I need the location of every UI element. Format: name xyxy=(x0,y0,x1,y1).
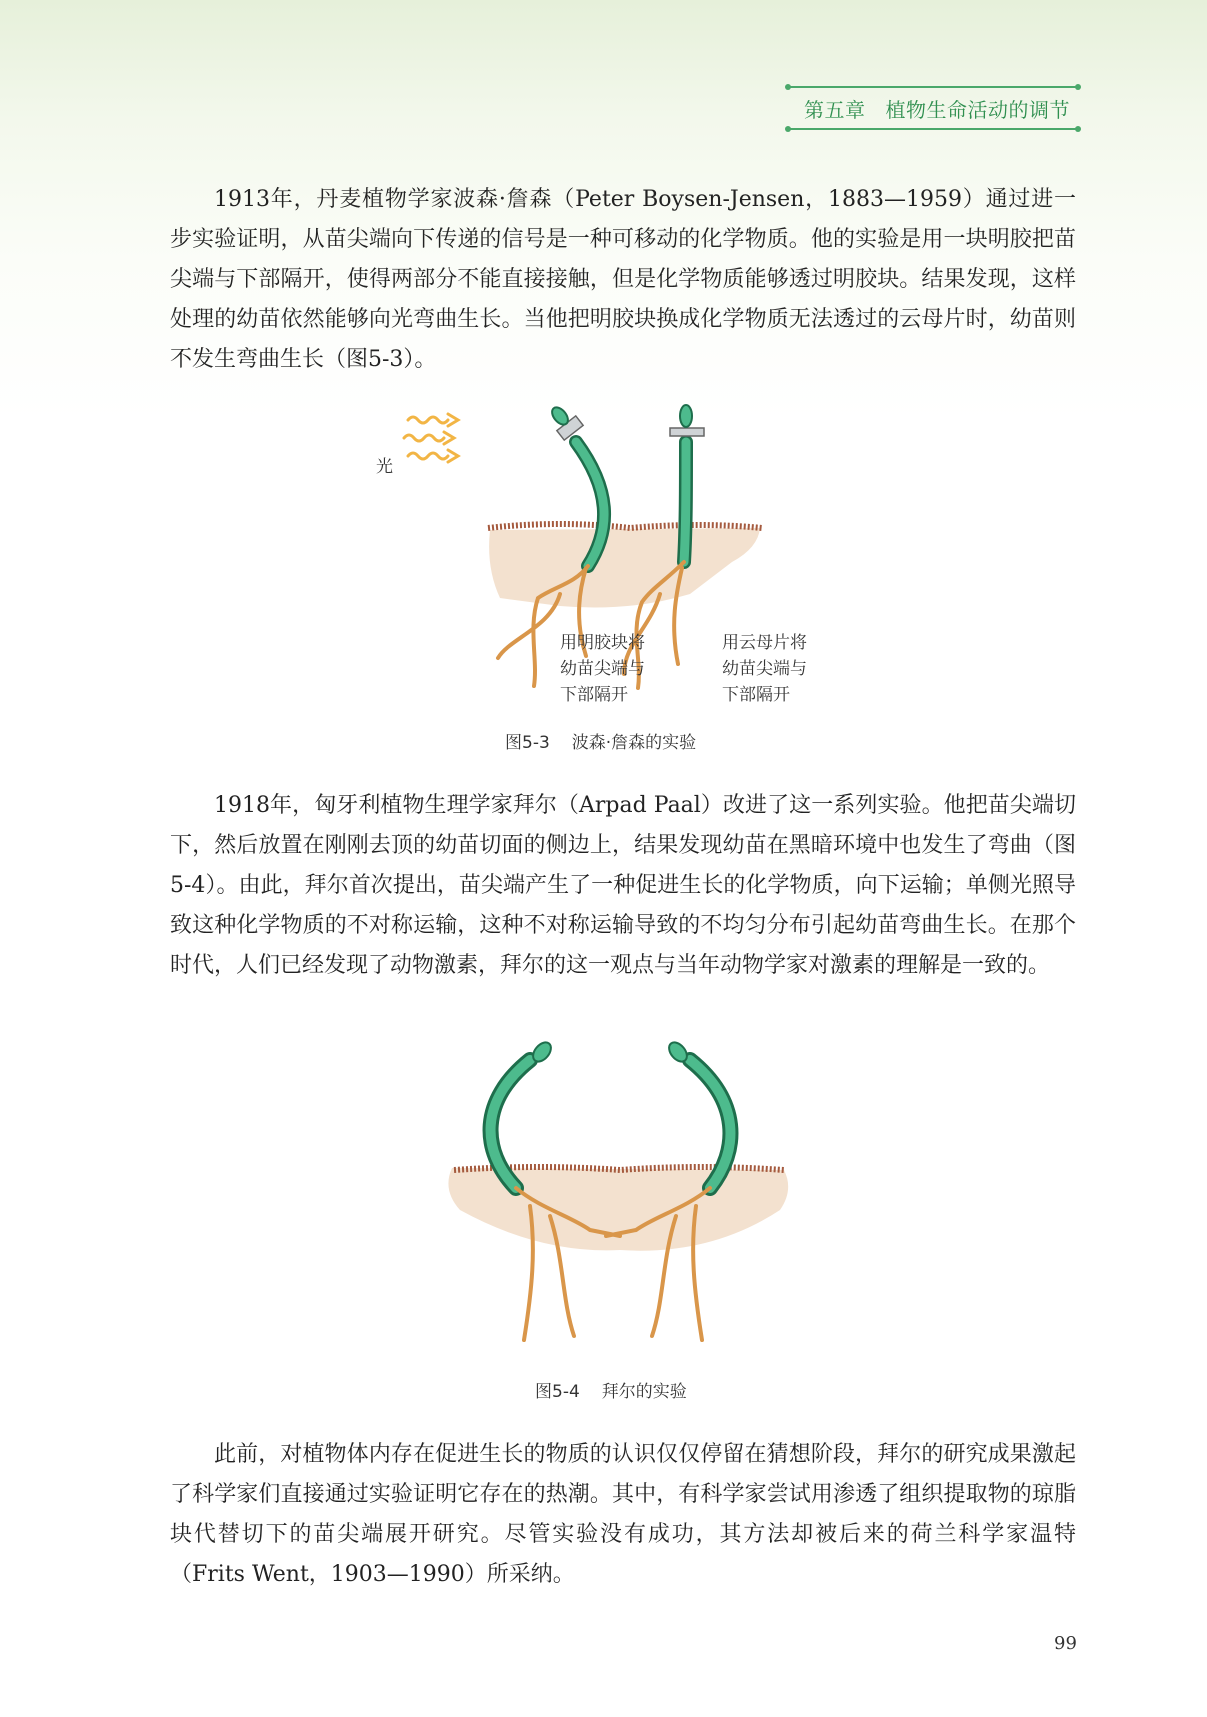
chapter-header xyxy=(788,86,1078,130)
figure-5-4-illustration xyxy=(440,1040,800,1360)
paragraph-1: 1913年，丹麦植物学家波森·詹森（Peter Boysen-Jensen，1883—1959）通过进一步实验证明，从苗尖端向下传递的信号是一种可移动的化学物质。他的实验是用一块明胶把苗尖端与下部隔开，使得两部分不能直接接触，但是化学物质能够透过明胶块。结果发现，这样处理的幼苗依然能够向光弯曲生长。当他把明胶块换成化学物质无法透过的云母片时，幼苗则不发生弯曲生长（图5-3）。 xyxy=(170,187,1076,372)
caption-number: 图5-4 xyxy=(535,1382,580,1402)
label-mica: 用云母片将 幼苗尖端与 下部隔开 xyxy=(722,633,807,705)
page-number: 99 xyxy=(1054,1633,1077,1654)
header-ornament xyxy=(1075,126,1081,132)
header-text xyxy=(804,94,1070,123)
soil-block xyxy=(488,524,762,608)
light-arrows-icon xyxy=(404,414,458,462)
header-ornament xyxy=(785,126,791,132)
chapter-title: 植物生命活动的调节 xyxy=(885,98,1070,122)
figure-5-3-caption xyxy=(505,728,696,753)
light-label: 光 xyxy=(376,457,393,477)
label-gelatin: 用明胶块将 幼苗尖端与 下部隔开 xyxy=(560,633,645,705)
caption-text: 拜尔的实验 xyxy=(601,1382,687,1402)
caption-text: 波森·詹森的实验 xyxy=(571,733,697,753)
paragraph-2: 1918年，匈牙利植物生理学家拜尔（Arpad Paal）改进了这一系列实验。他把苗尖端切下，然后放置在刚刚去顶的幼苗切面的侧边上，结果发现幼苗在黑暗环境中也发生了弯曲（图5-4）。由此，拜尔首次提出，苗尖端产生了一种促进生长的化学物质，向下运输；单侧光照导致这种化学物质的不对称运输，这种不对称运输导致的不均匀分布引起幼苗弯曲生长。在那个时代，人们已经发现了动物激素，拜尔的这一观点与当年动物学家对激素的理解是一致的。 xyxy=(170,793,1076,978)
figure-5-4-caption xyxy=(535,1377,687,1402)
chapter-number: 第五章 xyxy=(804,98,866,122)
paragraph-3: 此前，对植物体内存在促进生长的物质的认识仅仅停留在猜想阶段，拜尔的研究成果激起了科学家们直接通过实验证明它存在的热潮。其中，有科学家尝试用渗透了组织提取物的琼脂块代替切下的苗尖端展开研究。尽管实验没有成功，其方法却被后来的荷兰科学家温特（Frits Went，1903—1990）所采纳。 xyxy=(170,1442,1076,1587)
caption-number: 图5-3 xyxy=(505,733,550,753)
